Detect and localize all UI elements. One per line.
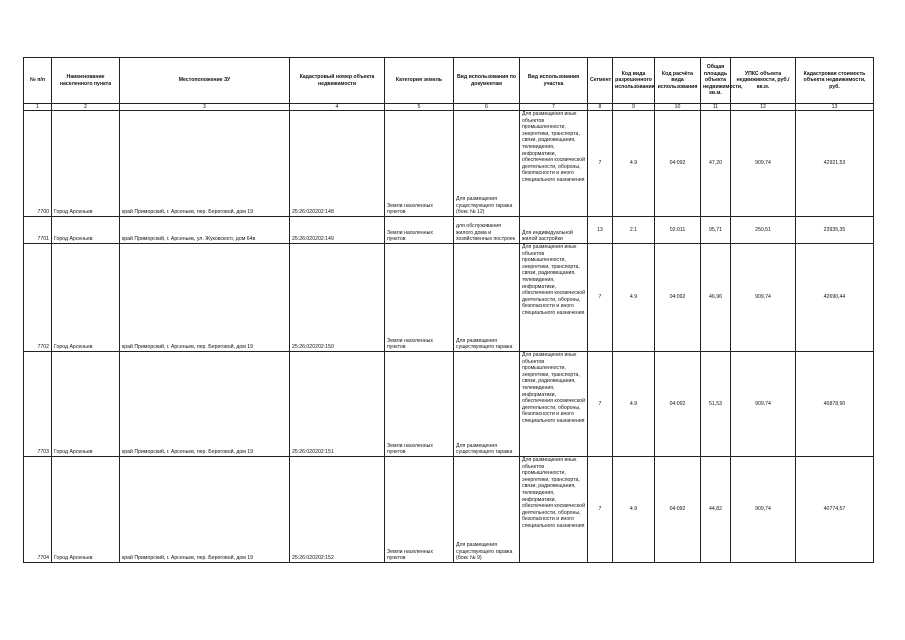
calc-code-cell: 04:092 <box>655 244 701 352</box>
header-cell: Кадастровая стоимость объекта недвижимости, руб. <box>796 58 874 104</box>
actual-use-cell: Для размещения иных объектов промышленности, энергетики, транспорта, связи, радиовещания, телевидения, информатики, обеспечения космической деятельности, обороны, безопасности и иного специального назначения <box>520 244 588 352</box>
upks-cell: 909,74 <box>731 244 796 352</box>
segment-cell: 13 <box>588 217 613 244</box>
header-cell: Кадастровый номер объекта недвижимости <box>290 58 385 104</box>
column-number: 6 <box>454 104 520 111</box>
header-cell: Общая площадь объекта недвижимости, кв.м. <box>701 58 731 104</box>
calc-code-cell: 02:011 <box>655 217 701 244</box>
area-cell: 46,96 <box>701 244 731 352</box>
doc-use-cell: Для размещения существующего гаража <box>454 244 520 352</box>
doc-use-cell: Для размещения существующего гаража <box>454 352 520 457</box>
header-cell: УПКС объекта недвижимости, руб./кв.м. <box>731 58 796 104</box>
doc-use-cell: Для размещения существующего гаража (бокс № 9) <box>454 457 520 563</box>
cadastral-value-table <box>23 57 874 563</box>
header-cell: Код расчёта вида использования <box>655 58 701 104</box>
land-category-cell: Земли населенных пунктов <box>385 457 454 563</box>
doc-use-cell: для обслуживания жилого дома и хозяйственных построек <box>454 217 520 244</box>
town-cell: Город Арсеньев <box>52 217 120 244</box>
use-code-cell: 4.9 <box>613 244 655 352</box>
header-cell: Сегмент <box>588 58 613 104</box>
actual-use-cell: Для размещения иных объектов промышленности, энергетики, транспорта, связи, радиовещания, телевидения, информатики, обеспечения космической деятельности, обороны, безопасности и иного специального назначения <box>520 457 588 563</box>
actual-use-cell: Для индивидуальной жилой застройки <box>520 217 588 244</box>
cadastral-value-cell: 23935,35 <box>796 217 874 244</box>
area-cell: 95,71 <box>701 217 731 244</box>
town-cell: Город Арсеньев <box>52 244 120 352</box>
column-number: 13 <box>796 104 874 111</box>
cadastral-value-cell: 46878,90 <box>796 352 874 457</box>
header-row <box>24 58 874 104</box>
location-cell: край Приморский, г. Арсеньев, пер. Береговой, дом 19 <box>120 111 290 217</box>
header-cell: № п/п <box>24 58 52 104</box>
cadastral-number-cell: 25:26:020202:151 <box>290 352 385 457</box>
column-number: 9 <box>613 104 655 111</box>
table-row <box>24 244 874 352</box>
use-code-cell: 4.9 <box>613 457 655 563</box>
column-number: 11 <box>701 104 731 111</box>
table-row <box>24 217 874 244</box>
row-number: 7700 <box>24 111 52 217</box>
segment-cell: 7 <box>588 244 613 352</box>
cadastral-value-cell: 42690,44 <box>796 244 874 352</box>
calc-code-cell: 04:092 <box>655 457 701 563</box>
area-cell: 51,53 <box>701 352 731 457</box>
header-cell: Код вида разрешенного использования <box>613 58 655 104</box>
location-cell: край Приморский, г. Арсеньев, ул. Жуковского, дом 64в <box>120 217 290 244</box>
actual-use-cell: Для размещения иных объектов промышленности, энергетики, транспорта, связи, радиовещания, телевидения, информатики, обеспечения космической деятельности, обороны, безопасности и иного специального назначения <box>520 111 588 217</box>
location-cell: край Приморский, г. Арсеньев, пер. Береговой, дом 19 <box>120 244 290 352</box>
cadastral-number-cell: 25:26:020202:149 <box>290 217 385 244</box>
header-cell: Вид использования по документам <box>454 58 520 104</box>
use-code-cell: 2.1 <box>613 217 655 244</box>
cadastral-number-cell: 25:26:020202:148 <box>290 111 385 217</box>
use-code-cell: 4.9 <box>613 111 655 217</box>
header-cell: Местоположение ЗУ <box>120 58 290 104</box>
use-code-cell: 4.9 <box>613 352 655 457</box>
segment-cell: 7 <box>588 457 613 563</box>
row-number: 7702 <box>24 244 52 352</box>
segment-cell: 7 <box>588 352 613 457</box>
table-row <box>24 352 874 457</box>
cadastral-value-cell: 42921,53 <box>796 111 874 217</box>
header-cell: Категория земель <box>385 58 454 104</box>
upks-cell: 909,74 <box>731 352 796 457</box>
column-number-row <box>24 104 874 111</box>
upks-cell: 909,74 <box>731 457 796 563</box>
table-row <box>24 457 874 563</box>
calc-code-cell: 04:092 <box>655 352 701 457</box>
land-category-cell: Земли населенных пунктов <box>385 111 454 217</box>
cadastral-value-cell: 40774,57 <box>796 457 874 563</box>
calc-code-cell: 04:092 <box>655 111 701 217</box>
column-number: 2 <box>52 104 120 111</box>
column-number: 4 <box>290 104 385 111</box>
row-number: 7704 <box>24 457 52 563</box>
header-cell: Вид использования участка <box>520 58 588 104</box>
land-category-cell: Земли населенных пунктов <box>385 352 454 457</box>
column-number: 10 <box>655 104 701 111</box>
land-category-cell: Земли населенных пунктов <box>385 217 454 244</box>
table-row <box>24 111 874 217</box>
column-number: 5 <box>385 104 454 111</box>
row-number: 7703 <box>24 352 52 457</box>
segment-cell: 7 <box>588 111 613 217</box>
area-cell: 47,20 <box>701 111 731 217</box>
location-cell: край Приморский, г. Арсеньев, пер. Береговой, дом 19 <box>120 352 290 457</box>
column-number: 7 <box>520 104 588 111</box>
column-number: 8 <box>588 104 613 111</box>
header-cell: Наименование населенного пункта <box>52 58 120 104</box>
area-cell: 44,82 <box>701 457 731 563</box>
location-cell: край Приморский, г. Арсеньев, пер. Береговой, дом 19 <box>120 457 290 563</box>
doc-use-cell: Для размещения существующего гаража (бокс № 12) <box>454 111 520 217</box>
town-cell: Город Арсеньев <box>52 457 120 563</box>
column-number: 12 <box>731 104 796 111</box>
town-cell: Город Арсеньев <box>52 352 120 457</box>
upks-cell: 250,51 <box>731 217 796 244</box>
column-number: 1 <box>24 104 52 111</box>
column-number: 3 <box>120 104 290 111</box>
cadastral-number-cell: 25:26:020202:152 <box>290 457 385 563</box>
land-category-cell: Земли населенных пунктов <box>385 244 454 352</box>
town-cell: Город Арсеньев <box>52 111 120 217</box>
actual-use-cell: Для размещения иных объектов промышленности, энергетики, транспорта, связи, радиовещания, телевидения, информатики, обеспечения космической деятельности, обороны, безопасности и иного специального назначения <box>520 352 588 457</box>
row-number: 7701 <box>24 217 52 244</box>
upks-cell: 909,74 <box>731 111 796 217</box>
cadastral-number-cell: 25:26:020202:150 <box>290 244 385 352</box>
